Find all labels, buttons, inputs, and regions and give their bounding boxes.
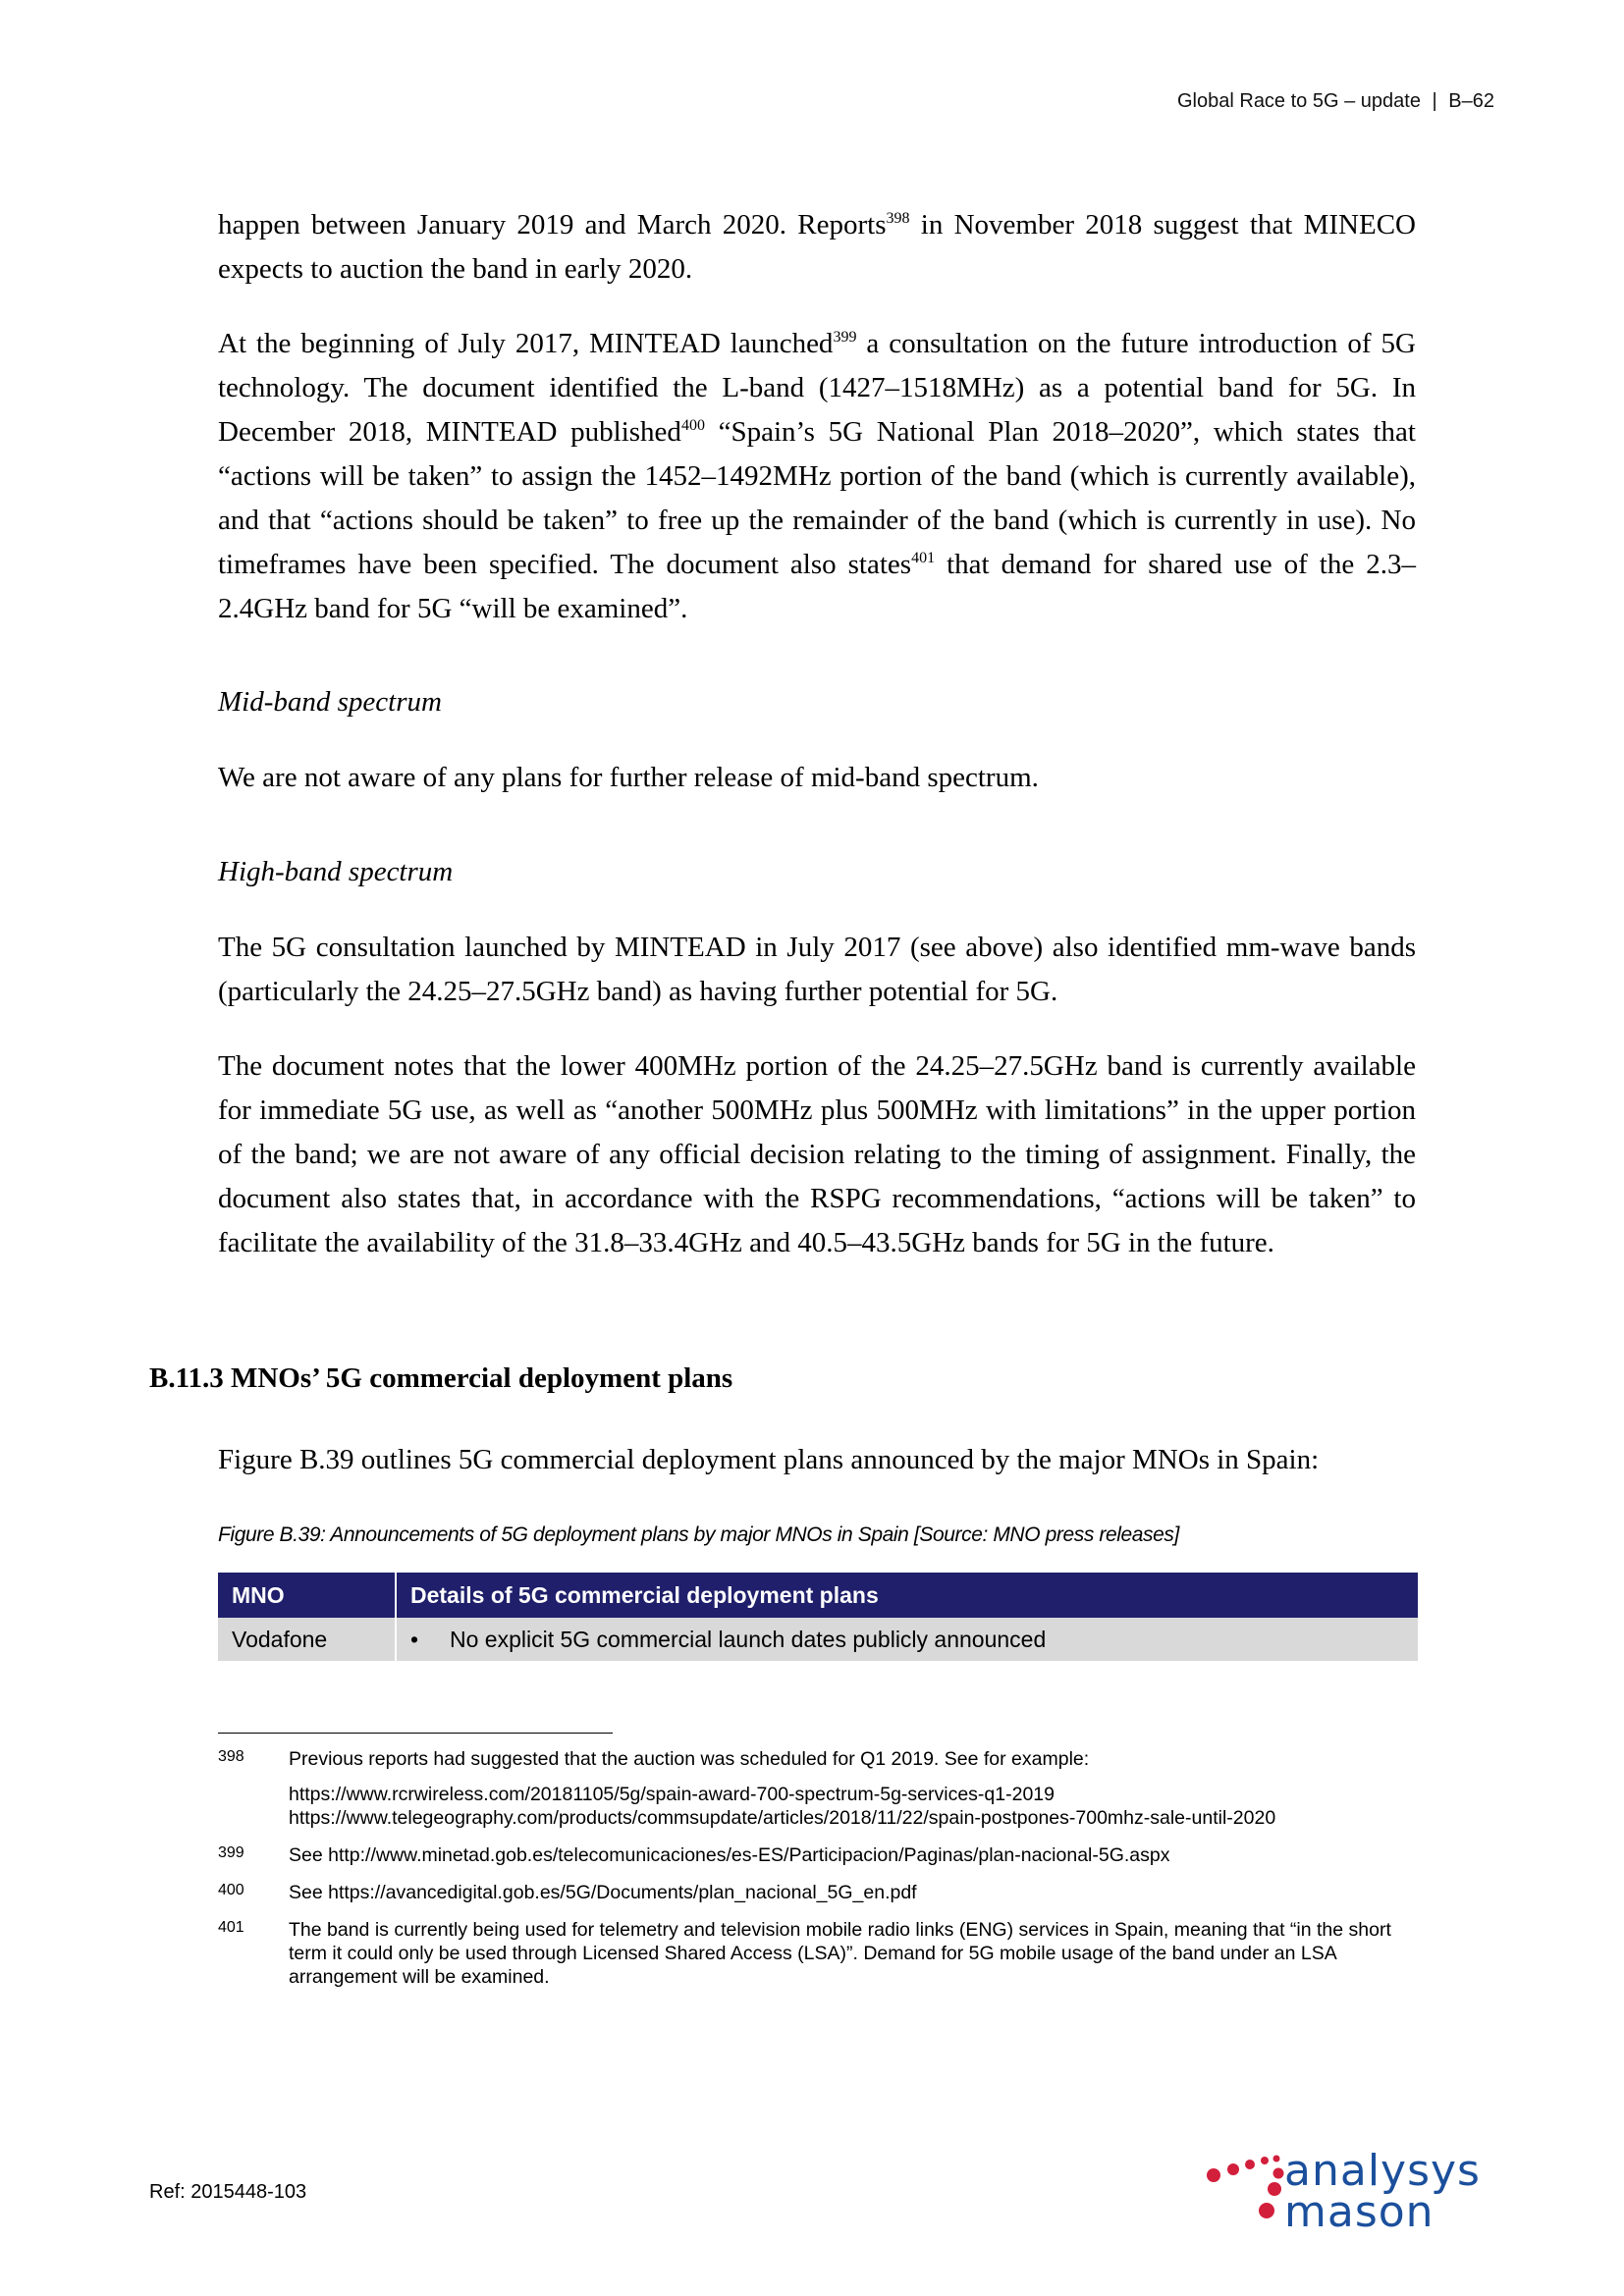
- header-title: Global Race to 5G – update: [1177, 90, 1421, 112]
- paragraph-1-text-a: happen between January 2019 and March 2020. Reports: [218, 209, 887, 240]
- footnote-number: 400: [218, 1882, 244, 1898]
- paragraph-1-text-b: in November 2018 suggest that MINECO expects to auction the band in early 2020.: [218, 209, 1416, 285]
- table-cell-detail-text: No explicit 5G commercial launch dates publicly announced: [450, 1626, 1047, 1652]
- paragraph-2: [218, 322, 1416, 631]
- footnote-400: [218, 1881, 1418, 1904]
- mid-band-heading: Mid-band spectrum: [218, 686, 442, 718]
- footnote-ref-400[interactable]: 400: [680, 417, 705, 434]
- header-separator: |: [1432, 90, 1437, 112]
- table-header-mno: MNO: [218, 1573, 396, 1618]
- footnote-divider: [218, 1733, 613, 1734]
- paragraph-1: [218, 203, 1416, 292]
- logo-text-mason: mason: [1284, 2187, 1435, 2237]
- paragraph-2-text-a: At the beginning of July 2017, MINTEAD launched: [218, 328, 834, 359]
- footnote-399: [218, 1843, 1418, 1867]
- mno-table: [218, 1573, 1418, 1661]
- footnote-text[interactable]: See http://www.minetad.gob.es/telecomunicaciones/es-ES/Participacion/Paginas/plan-nacional-5G.aspx: [289, 1844, 1170, 1866]
- footnote-text: The band is currently being used for telemetry and television mobile radio links (ENG) services in Spain, meaning that “in the short term it could only be used through Licensed Shared Access (LSA)”. Demand for 5G mobile usage of the band under an LSA arrangement will be examined.: [289, 1919, 1391, 1988]
- paragraph-2-text-c: “Spain’s 5G National Plan 2018–2020”, which states that “actions will be taken” to assign the 1452–1492MHz portion of the band (which is currently available), and that “actions should be taken” to free up the remainder of the band (which is currently in use). No timeframes have been specified. The document also states: [218, 416, 1416, 580]
- footnote-401: [218, 1918, 1418, 1989]
- paragraph-4: The 5G consultation launched by MINTEAD in July 2017 (see above) also identified mm-wave bands (particularly the 24.25–27.5GHz band) as having further potential for 5G.: [218, 932, 1416, 1007]
- high-band-heading: High-band spectrum: [218, 856, 454, 887]
- footer-reference: Ref: 2015448-103: [149, 2181, 307, 2203]
- logo-text-analysys: analysys: [1284, 2146, 1481, 2196]
- footnotes: [218, 1747, 1418, 2002]
- footnote-number: 398: [218, 1748, 244, 1765]
- footnote-ref-401[interactable]: 401: [911, 550, 936, 566]
- footnote-link[interactable]: https://www.rcrwireless.com/20181105/5g/spain-award-700-spectrum-5g-services-q1-2019: [289, 1784, 1055, 1805]
- bullet-icon: •: [410, 1626, 419, 1652]
- header-page-number: B–62: [1448, 90, 1494, 112]
- footnote-ref-399[interactable]: 399: [833, 329, 857, 346]
- footnote-number: 401: [218, 1919, 244, 1936]
- section-heading: B.11.3 MNOs’ 5G commercial deployment plans: [149, 1362, 733, 1394]
- table-row: [218, 1618, 1418, 1661]
- table-header-row: [218, 1573, 1418, 1618]
- paragraph-3: We are not aware of any plans for further release of mid-band spectrum.: [218, 762, 1039, 793]
- paragraph-2-text-d: that demand for shared use of the 2.3–2.4GHz band for 5G “will be examined”.: [218, 549, 1417, 624]
- footnote-number: 399: [218, 1844, 244, 1861]
- page-header: [1177, 90, 1494, 113]
- footnote-ref-398[interactable]: 398: [886, 210, 910, 227]
- figure-intro: Figure B.39 outlines 5G commercial deployment plans announced by the major MNOs in Spain:: [218, 1444, 1320, 1475]
- figure-caption: Figure B.39: Announcements of 5G deployment plans by major MNOs in Spain [Source: MNO press releases]: [218, 1523, 1179, 1546]
- table-cell-mno: Vodafone: [218, 1618, 396, 1661]
- footnote-text[interactable]: See https://avancedigital.gob.es/5G/Documents/plan_nacional_5G_en.pdf: [289, 1882, 917, 1903]
- paragraph-5: The document notes that the lower 400MHz portion of the 24.25–27.5GHz band is currently available for immediate 5G use, as well as “another 500MHz plus 500MHz with limitations” in the upper portion of the band; we are not aware of any official decision relating to the timing of assignment. Finally, the document also states that, in accordance with the RSPG recommendations, “actions will be taken” to facilitate the availability of the 31.8–33.4GHz and 40.5–43.5GHz bands for 5G in the future.: [218, 1050, 1416, 1258]
- table-cell-details: [396, 1618, 1418, 1661]
- table-header-details: Details of 5G commercial deployment plans: [396, 1573, 1418, 1618]
- paragraph-2-text-b: a consultation on the future introduction of 5G technology. The document identified the L-band (1427–1518MHz) as a potential band for 5G. In December 2018, MINTEAD published: [218, 328, 1416, 448]
- footnote-398: [218, 1747, 1418, 1830]
- footnote-link[interactable]: https://www.telegeography.com/products/commsupdate/articles/2018/11/22/spain-postpones-700mhz-sale-until-2020: [289, 1807, 1276, 1829]
- footnote-text: Previous reports had suggested that the auction was scheduled for Q1 2019. See for example:: [289, 1748, 1090, 1770]
